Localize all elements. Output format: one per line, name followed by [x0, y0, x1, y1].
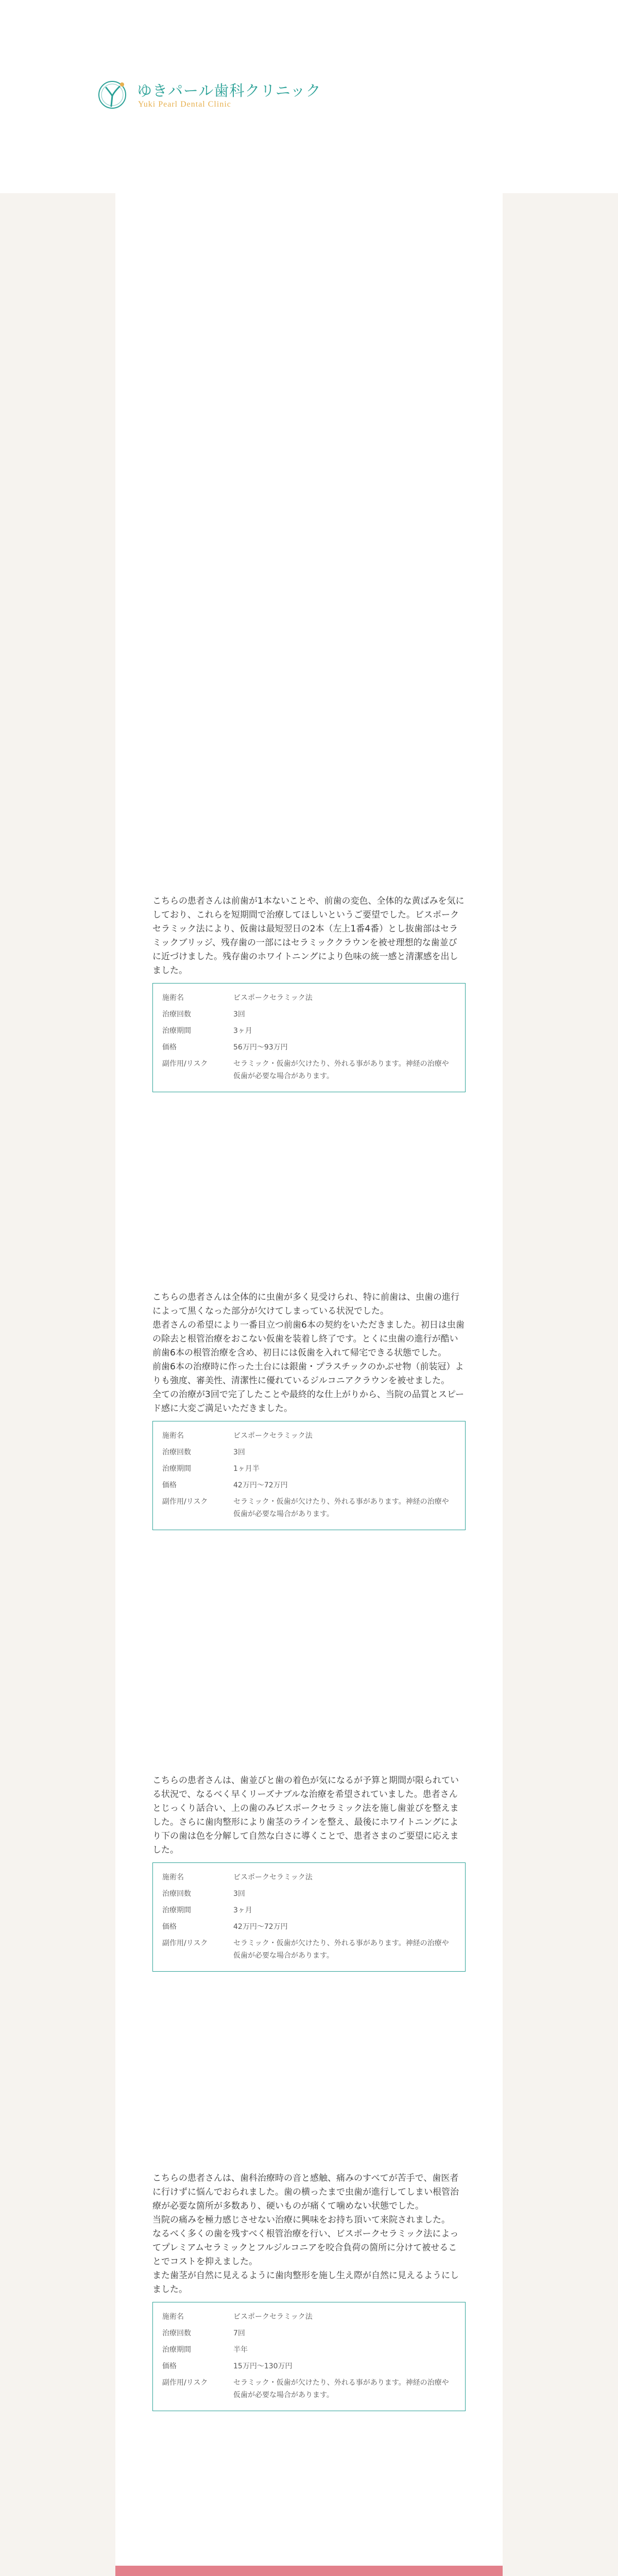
info-row-visits — [162, 2327, 456, 2340]
info-row-duration — [162, 1025, 456, 1037]
info-value: 42万円〜72万円 — [233, 1923, 288, 1931]
info-value: ビスポークセラミック法 — [233, 994, 313, 1002]
info-row-visits — [162, 1888, 456, 1900]
case-study-2 — [152, 1291, 466, 1530]
info-label: 価格 — [162, 2362, 177, 2370]
clinic-logo[interactable] — [97, 77, 321, 113]
info-row-price — [162, 1041, 456, 1054]
info-label: 価格 — [162, 1043, 177, 1052]
info-label: 治療回数 — [162, 1890, 191, 1898]
info-value: セラミック・仮歯が欠けたり、外れる事があります。神経の治療や仮歯が必要な場合があります。 — [233, 1939, 449, 1960]
info-row-visits — [162, 1008, 456, 1021]
info-value: ビスポークセラミック法 — [233, 1432, 313, 1440]
info-label: 施術名 — [162, 1873, 184, 1882]
case-description — [152, 894, 466, 978]
info-label: 施術名 — [162, 2313, 184, 2321]
case-paragraph: なるべく多くの歯を残すべく根管治療を行い、ビスポークセラミック法によってプレミアムセラミックとフルジルコニアを咬合負荷の箇所に分けて被せることでコストを抑えました。 — [152, 2229, 459, 2267]
info-value: ビスポークセラミック法 — [233, 2313, 313, 2321]
info-value: ビスポークセラミック法 — [233, 1873, 313, 1882]
info-label: 治療期間 — [162, 1465, 191, 1473]
info-label: 治療回数 — [162, 1010, 191, 1019]
info-value: 半年 — [233, 2346, 248, 2354]
logo-japanese-text: ゆきパール歯科クリニック — [137, 82, 321, 99]
info-value: 3回 — [233, 1448, 245, 1456]
case-study-4 — [152, 2172, 466, 2411]
info-value: 42万円〜72万円 — [233, 1481, 288, 1489]
case-paragraph: また歯茎が自然に見えるように歯肉整形を施し生え際が自然に見えるようにしました。 — [152, 2270, 459, 2295]
info-row-duration — [162, 1463, 456, 1475]
info-row-visits — [162, 1446, 456, 1459]
info-label: 治療期間 — [162, 1027, 191, 1035]
info-row-risk — [162, 2377, 456, 2401]
info-label: 副作用/リスク — [162, 1060, 208, 1068]
info-value: 3回 — [233, 1010, 245, 1019]
case-description — [152, 2172, 466, 2297]
info-value: 1ヶ月半 — [233, 1465, 260, 1473]
info-label: 施術名 — [162, 1432, 184, 1440]
case-info-table — [152, 1421, 466, 1530]
info-row-duration — [162, 1904, 456, 1917]
case-paragraph: こちらの患者さんは全体的に虫歯が多く見受けられ、特に前歯は、虫歯の進行によって黒くなった部分が欠けてしまっている状況でした。 — [152, 1292, 460, 1316]
footer-pink-band — [115, 2566, 503, 2576]
info-row-procedure — [162, 992, 456, 1004]
info-row-duration — [162, 2344, 456, 2356]
info-row-procedure — [162, 1871, 456, 1884]
info-row-risk — [162, 1937, 456, 1962]
info-value: セラミック・仮歯が欠けたり、外れる事があります。神経の治療や仮歯が必要な場合があります。 — [233, 1060, 449, 1080]
info-value: セラミック・仮歯が欠けたり、外れる事があります。神経の治療や仮歯が必要な場合があります。 — [233, 2379, 449, 2399]
info-label: 治療回数 — [162, 1448, 191, 1456]
info-label: 治療期間 — [162, 1906, 191, 1914]
info-value: 3回 — [233, 1890, 245, 1898]
info-label: 価格 — [162, 1923, 177, 1931]
info-value: セラミック・仮歯が欠けたり、外れる事があります。神経の治療や仮歯が必要な場合があります。 — [233, 1498, 449, 1518]
info-value: 3ヶ月 — [233, 1906, 252, 1914]
info-row-price — [162, 2360, 456, 2372]
info-row-procedure — [162, 2311, 456, 2323]
case-info-table — [152, 1862, 466, 1972]
case-description — [152, 1774, 466, 1857]
case-study-3 — [152, 1774, 466, 1972]
info-row-risk — [162, 1496, 456, 1520]
info-label: 副作用/リスク — [162, 1939, 208, 1947]
info-value: 7回 — [233, 2329, 245, 2337]
info-label: 副作用/リスク — [162, 1498, 208, 1506]
case-paragraph: 当院の痛みを極力感じさせない治療に興味をお持ち頂いて来院されました。 — [152, 2215, 450, 2225]
logo-english-text: Yuki Pearl Dental Clinic — [138, 100, 231, 109]
main-content — [115, 193, 503, 2566]
logo-mark-icon — [97, 77, 130, 113]
info-label: 施術名 — [162, 994, 184, 1002]
info-value: 3ヶ月 — [233, 1027, 252, 1035]
info-value: 56万円〜93万円 — [233, 1043, 288, 1052]
site-header — [0, 0, 618, 193]
case-info-table — [152, 983, 466, 1092]
info-value: 15万円〜130万円 — [233, 2362, 293, 2370]
info-label: 治療回数 — [162, 2329, 191, 2337]
info-row-price — [162, 1921, 456, 1933]
info-row-price — [162, 1479, 456, 1492]
case-study-1 — [152, 894, 466, 1092]
info-row-procedure — [162, 1430, 456, 1442]
info-label: 治療期間 — [162, 2346, 191, 2354]
case-paragraph: こちらの患者さんは、歯科治療時の音と感触、痛みのすべてが苦手で、歯医者に行けずに悩んでおられました。歯の横ったまで虫歯が進行してしまい根管治療が必要な箇所が多数あり、硬いものが痛くて噛めない状態でした。 — [152, 2173, 459, 2211]
case-paragraph: 全ての治療が3回で完了したことや最終的な仕上がりから、当院の品質とスピード感に大変ご満足いただきました。 — [152, 1389, 465, 1414]
info-label: 副作用/リスク — [162, 2379, 208, 2387]
info-row-risk — [162, 1058, 456, 1082]
case-paragraph: 前歯6本の治療時に作った土台には銀歯・プラスチックのかぶせ物（前装冠）よりも強度、審美性、清潔性に優れているジルコニアクラウンを被せました。 — [152, 1362, 464, 1386]
case-paragraph: こちらの患者さんは前歯が1本ないことや、前歯の変色、全体的な黄ばみを気にしており、これらを短期間で治療してほしいというご要望でした。ビスポークセラミック法により、仮歯は最短翌日の2本（左上1番4番）とし抜歯部はセラミックブリッジ、残存歯の一部にはセラミッククラウンを被せ理想的な歯並びに近づけました。残存歯のホワイトニングにより色味の統一感と清潔感を出しました。 — [152, 896, 465, 976]
case-paragraph: こちらの患者さんは、歯並びと歯の着色が気になるが予算と期間が限られている状況で、なるべく早くリーズナブルな治療を希望されていました。患者さんとじっくり話合い、上の歯のみビスポークセラミック法を施し歯並びを整えました。さらに歯肉整形により歯茎のラインを整え、最後にホワイトニングにより下の歯は色を分解して自然な白さに導くことで、患者さまのご要望に応えました。 — [152, 1775, 459, 1855]
case-info-table — [152, 2302, 466, 2411]
case-paragraph: 患者さんの希望により一番目立つ前歯6本の契約をいただきました。初日は虫歯の除去と根管治療をおこない仮歯を装着し終了です。とくに虫歯の進行が酷い前歯6本の根管治療を含め、初日には仮歯を入れて帰宅できる状態でした。 — [152, 1320, 465, 1358]
info-label: 価格 — [162, 1481, 177, 1489]
case-description — [152, 1291, 466, 1416]
